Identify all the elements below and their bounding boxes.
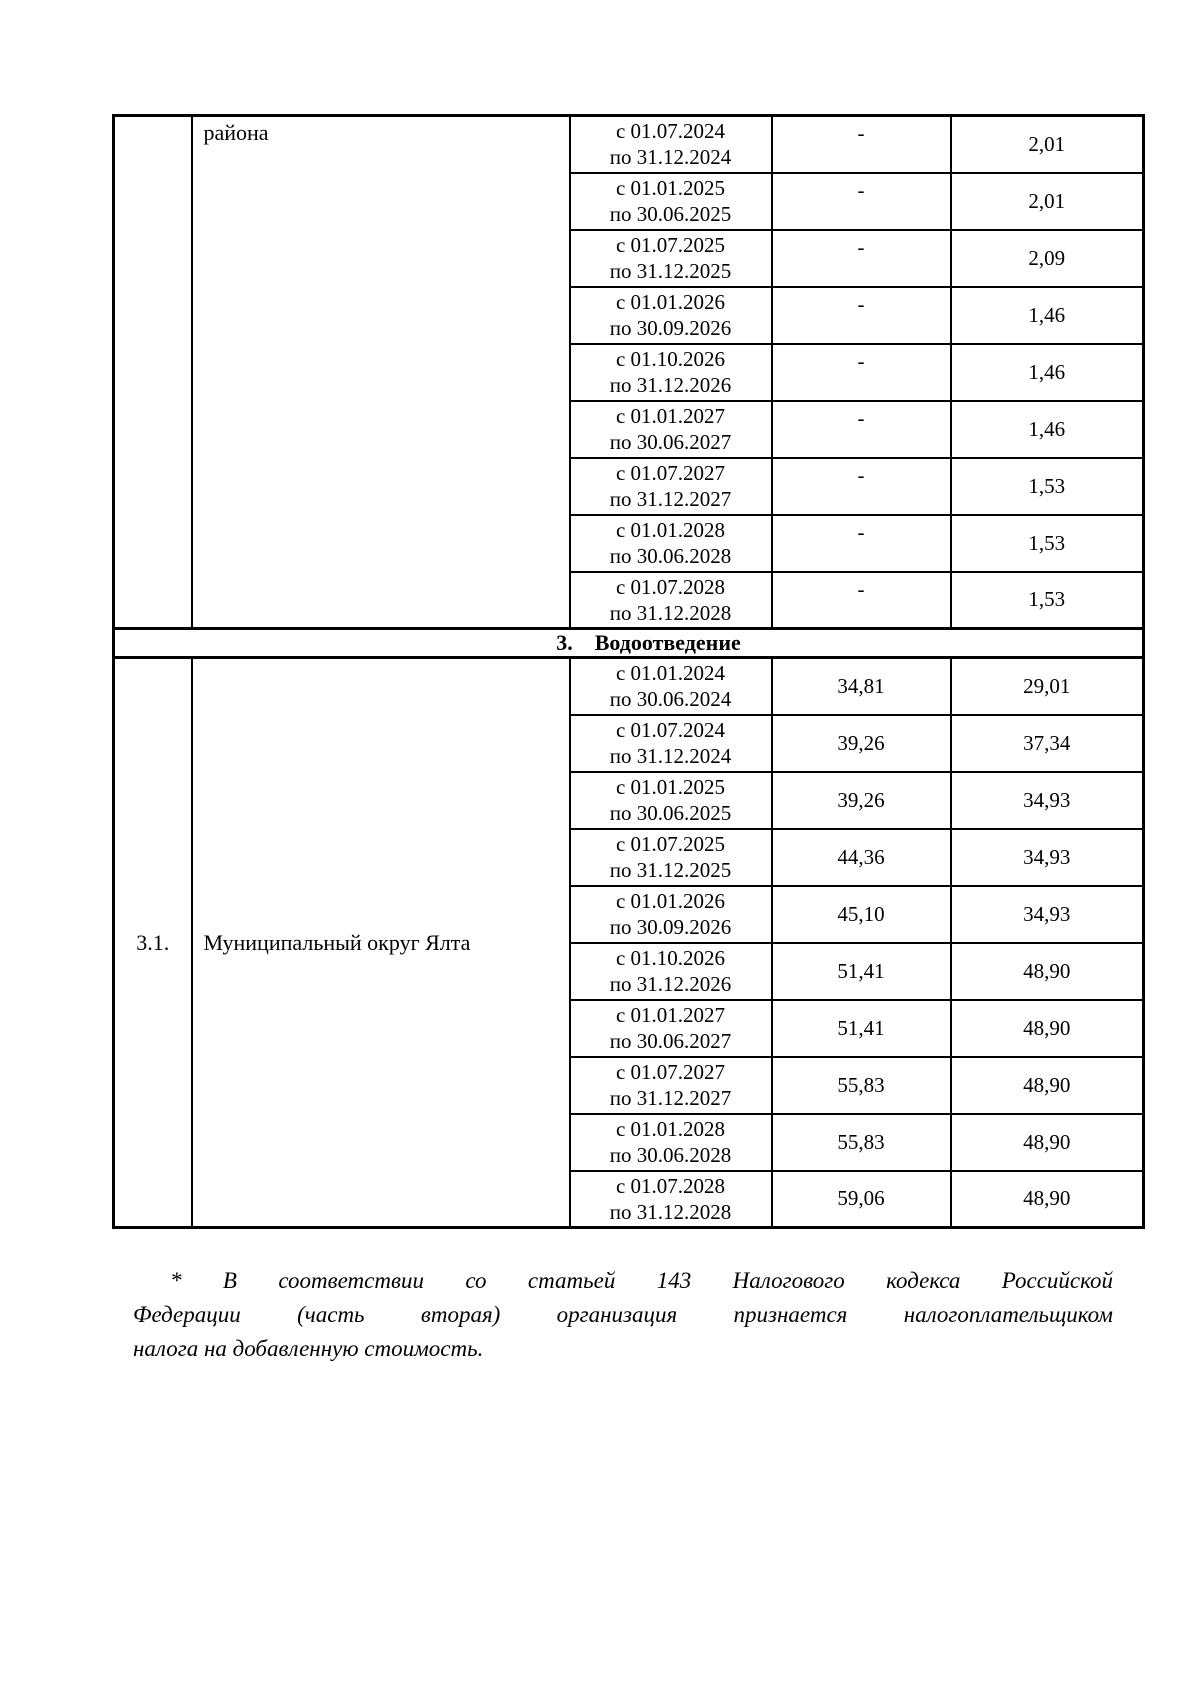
- period-to: по 31.12.2028: [609, 600, 732, 625]
- tariff-value-cell: 48,90: [951, 1000, 1144, 1057]
- tariff-value-cell: 2,01: [951, 116, 1144, 173]
- period-cell: [570, 173, 772, 230]
- row-number-cell: 3.1.: [114, 658, 192, 1228]
- tariff-value-cell: -: [772, 572, 951, 629]
- period-cell: [570, 1171, 772, 1228]
- period-cell: [570, 829, 772, 886]
- period-cell: [570, 1000, 772, 1057]
- period-cell: [570, 401, 772, 458]
- period-from: с 01.07.2027: [615, 1060, 726, 1084]
- period-cell: [570, 116, 772, 173]
- section-title: Водоотведение: [594, 630, 741, 655]
- period-from: с 01.07.2024: [615, 718, 726, 742]
- tariff-table: [112, 114, 1145, 1229]
- tariff-value-cell: 34,93: [951, 829, 1144, 886]
- period-from: с 01.07.2028: [615, 1173, 726, 1198]
- period-to: по 30.06.2028: [609, 1143, 732, 1167]
- tariff-value-cell: 48,90: [951, 1057, 1144, 1114]
- table-row: [114, 116, 1144, 173]
- period-to: по 31.12.2026: [609, 373, 732, 397]
- tariff-value-cell: 1,46: [951, 344, 1144, 401]
- period-cell: [570, 344, 772, 401]
- footnote-line-1: * В соответствии со статьей 143 Налогового кодекса Российской: [170, 1268, 1113, 1293]
- period-cell: [570, 886, 772, 943]
- tariff-value-cell: 39,26: [772, 715, 951, 772]
- period-cell: [570, 772, 772, 829]
- territory-cell: района: [192, 116, 570, 629]
- period-to: по 31.12.2027: [609, 1086, 732, 1110]
- period-to: по 31.12.2024: [609, 145, 732, 170]
- tariff-value-cell: 1,53: [951, 458, 1144, 515]
- tariff-value-cell: 39,26: [772, 772, 951, 829]
- period-from: с 01.01.2025: [615, 775, 726, 799]
- period-from: с 01.10.2026: [615, 347, 726, 371]
- period-from: с 01.01.2027: [615, 1003, 726, 1027]
- tariff-table-body: [114, 116, 1144, 1228]
- period-to: по 31.12.2026: [609, 972, 732, 996]
- tariff-value-cell: -: [772, 401, 951, 458]
- tariff-value-cell: 45,10: [772, 886, 951, 943]
- tariff-value-cell: -: [772, 344, 951, 401]
- tariff-value-cell: 48,90: [951, 1114, 1144, 1171]
- tariff-value-cell: 51,41: [772, 943, 951, 1000]
- period-from: с 01.01.2026: [615, 290, 726, 314]
- tariff-value-cell: 34,93: [951, 772, 1144, 829]
- tariff-value-cell: 1,53: [951, 572, 1144, 629]
- period-cell: [570, 1057, 772, 1114]
- period-to: по 30.06.2025: [609, 801, 732, 825]
- period-to: по 31.12.2027: [609, 487, 732, 511]
- tariff-value-cell: 2,01: [951, 173, 1144, 230]
- period-to: по 30.06.2027: [609, 430, 732, 454]
- tariff-value-cell: 1,46: [951, 401, 1144, 458]
- tariff-value-cell: 34,93: [951, 886, 1144, 943]
- tariff-value-cell: 44,36: [772, 829, 951, 886]
- period-to: по 30.06.2024: [609, 687, 732, 712]
- tariff-value-cell: 55,83: [772, 1114, 951, 1171]
- period-from: с 01.01.2026: [615, 889, 726, 913]
- tariff-value-cell: -: [772, 230, 951, 287]
- footnote-line-2: Федерации (часть вторая) организация признается налогоплательщиком: [133, 1302, 1113, 1327]
- tariff-value-cell: -: [772, 287, 951, 344]
- period-to: по 31.12.2025: [609, 858, 732, 882]
- tariff-value-cell: -: [772, 515, 951, 572]
- tariff-value-cell: 55,83: [772, 1057, 951, 1114]
- period-from: с 01.07.2025: [615, 233, 726, 257]
- tariff-value-cell: 48,90: [951, 1171, 1144, 1228]
- tariff-value-cell: 51,41: [772, 1000, 951, 1057]
- period-from: с 01.01.2028: [615, 1117, 726, 1141]
- period-from: с 01.01.2028: [615, 518, 726, 542]
- period-cell: [570, 230, 772, 287]
- period-from: с 01.01.2024: [615, 661, 726, 686]
- period-to: по 31.12.2025: [609, 259, 732, 283]
- period-from: с 01.10.2026: [615, 946, 726, 970]
- tariff-value-cell: 48,90: [951, 943, 1144, 1000]
- tariff-value-cell: 59,06: [772, 1171, 951, 1228]
- footnote-line-3: налога на добавленную стоимость.: [133, 1336, 484, 1361]
- table-row: [114, 658, 1144, 715]
- period-cell: [570, 458, 772, 515]
- territory-cell: Муниципальный округ Ялта: [192, 658, 570, 1228]
- tariff-value-cell: 2,09: [951, 230, 1144, 287]
- period-to: по 31.12.2028: [609, 1199, 732, 1224]
- tariff-value-cell: -: [772, 173, 951, 230]
- section-header-cell: [114, 629, 1144, 658]
- tariff-value-cell: -: [772, 116, 951, 173]
- period-cell: [570, 287, 772, 344]
- tariff-value-cell: 1,46: [951, 287, 1144, 344]
- period-cell: [570, 515, 772, 572]
- tariff-value-cell: 37,34: [951, 715, 1144, 772]
- period-from: с 01.07.2028: [615, 574, 726, 599]
- period-cell: [570, 1114, 772, 1171]
- tariff-value-cell: 1,53: [951, 515, 1144, 572]
- row-number-cell: [114, 116, 192, 629]
- period-cell: [570, 572, 772, 629]
- tariff-value-cell: 29,01: [951, 658, 1144, 715]
- section-header-row: [114, 629, 1144, 658]
- period-cell: [570, 715, 772, 772]
- period-from: с 01.01.2025: [615, 176, 726, 200]
- tariff-value-cell: 34,81: [772, 658, 951, 715]
- period-to: по 31.12.2024: [609, 744, 732, 768]
- period-to: по 30.09.2026: [609, 915, 732, 939]
- period-to: по 30.06.2027: [609, 1029, 732, 1053]
- period-cell: [570, 658, 772, 715]
- period-to: по 30.06.2028: [609, 544, 732, 568]
- period-from: с 01.01.2027: [615, 404, 726, 428]
- period-to: по 30.06.2025: [609, 202, 732, 226]
- period-cell: [570, 943, 772, 1000]
- section-number: 3.: [556, 630, 573, 655]
- period-to: по 30.09.2026: [609, 316, 732, 340]
- period-from: с 01.07.2025: [615, 832, 726, 856]
- tariff-value-cell: -: [772, 458, 951, 515]
- period-from: с 01.07.2024: [615, 119, 726, 144]
- period-from: с 01.07.2027: [615, 461, 726, 485]
- footnote: [133, 1264, 1113, 1366]
